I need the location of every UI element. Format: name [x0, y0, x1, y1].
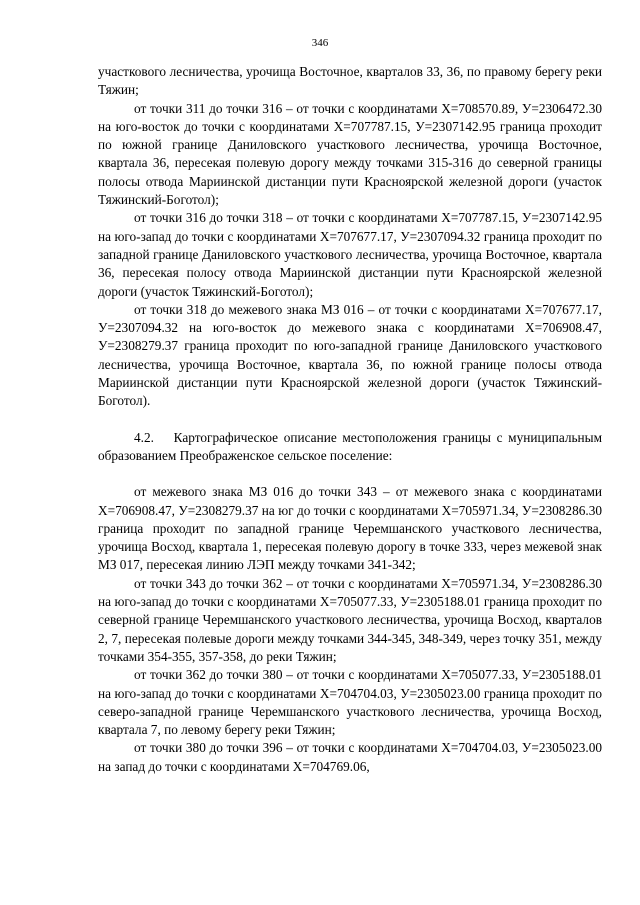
document-body — [98, 63, 602, 776]
paragraph: от точки 316 до точки 318 – от точки с координатами Х=707787.15, У=2307142.95 на юго-запад до точки с координатами Х=707677.17, У=2307094.32 граница проходит по западной границе Даниловского участкового лесничества, урочища Восточное, квартала 36, пересекая полосу отвода Мариинской дистанции пути Красноярской железной дороги (участок Тяжинский-Боготол); — [98, 210, 602, 299]
section-number: 4.2. — [134, 429, 154, 445]
paragraph: от точки 311 до точки 316 – от точки с координатами Х=708570.89, У=2306472.30 на юго-восток до точки с координатами Х=707787.15, У=2307142.95 граница проходит по южной границе Даниловского участкового лесничества, урочища Восточное, квартала 36, пересекая полевую дорогу между точками 315-316 до северной границы полосы отвода Мариинской дистанции пути Красноярской железной дороги (участок Тяжинский-Боготол); — [98, 100, 602, 208]
paragraph: от точки 343 до точки 362 – от точки с координатами Х=705971.34, У=2308286.30 на юго-запад до точки с координатами Х=705077.33, У=2305188.01 граница проходит по северной границе Черемшанского участкового лесничества, урочища Восход, кварталов 2, 7, пересекая полевые дороги между точками 344-345, 348-349, через точку 351, между точками 354-355, 357-358, до реки Тяжин; — [98, 575, 602, 664]
paragraph: от точки 380 до точки 396 – от точки с координатами Х=704704.03, У=2305023.00 на запад до точки с координатами Х=704769.06, — [98, 740, 602, 774]
paragraph: от точки 362 до точки 380 – от точки с координатами Х=705077.33, У=2305188.01 на юго-запад до точки с координатами Х=704704.03, У=2305023.00 граница проходит по северо-западной границе Черемшанского участкового лесничества, урочища Восход, квартала 7, по левому берегу реки Тяжин; — [98, 667, 602, 738]
paragraph: от межевого знака МЗ 016 до точки 343 – от межевого знака с координатами Х=706908.47, У=2308279.37 на юг до точки с координатами Х=705971.34, У=2308286.30 граница проходит по западной границе Черемшанского участкового лесничества, урочища Восход, квартала 1, пересекая полевую дорогу в точке 333, через межевой знак МЗ 017, пересекая линию ЛЭП между точками 341-342; — [98, 484, 602, 573]
section-title: Картографическое описание местоположения границы с муниципальным образованием Преображенское сельское поселение: — [98, 429, 602, 463]
paragraph: от точки 318 до межевого знака МЗ 016 – от точки с координатами Х=707677.17, У=2307094.32 на юго-восток до межевого знака с координатами Х=706908.47, У=2308279.37 граница проходит по юго-западной границе Даниловского участкового лесничества, урочища Восточное, квартала 36, по южной границе полосы отвода Мариинской дистанции пути Красноярской железной дороги (участок Тяжинский-Боготол). — [98, 301, 602, 409]
page-number: 346 — [311, 37, 329, 49]
section-heading — [98, 429, 602, 466]
paragraph: участкового лесничества, урочища Восточное, кварталов 33, 36, по правому берегу реки Тяжин; — [98, 64, 602, 98]
